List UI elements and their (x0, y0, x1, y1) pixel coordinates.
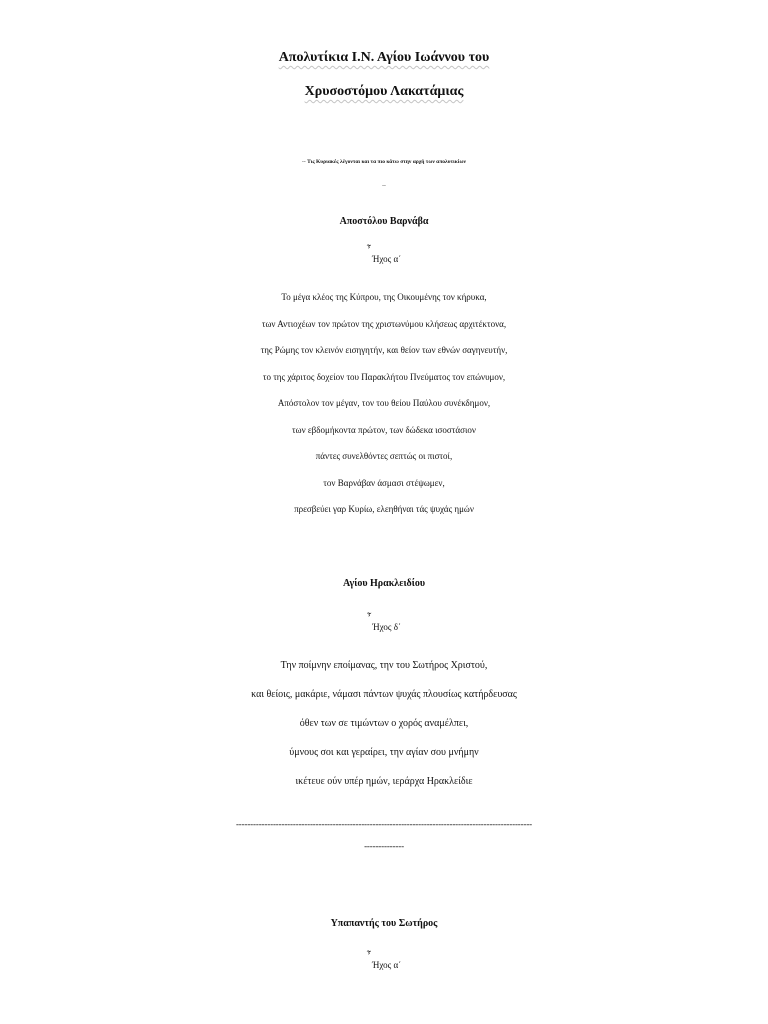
separator-line: -------------------------------------------------------------------------------------------------------- (235, 819, 533, 829)
tone-text: Ήχος α΄ (372, 254, 402, 264)
verse-line: Την ποίμνην εποίμανας, την του Σωτήρος Χριστού, (280, 660, 488, 671)
verse-line: ικέτευε ούν υπέρ ημών, ιεράρχα Ηρακλείδιε (295, 776, 473, 787)
breathing-mark: ῏ (366, 243, 372, 258)
section-heading-barnabas: Αποστόλου Βαρνάβα (339, 216, 429, 227)
section-heading-heracleidius: Αγίου Ηρακλειδίου (342, 578, 426, 589)
verse-line: όθεν των σε τιμώντων ο χορός αναμέλπει, (299, 718, 469, 729)
breathing-mark: ῏ (367, 611, 372, 626)
breathing-mark: ῏ (366, 949, 372, 964)
verse-line: των Αντιοχέων τον πρώτον της χριστωνύμου κλήσεως αρχιτέκτονα, (261, 318, 507, 329)
page-title (0, 43, 768, 73)
verse-line: τον Βαρνάβαν άσμασι στέψωμεν, (323, 477, 445, 488)
hymn-text-heracleidius (0, 651, 768, 796)
tone-text: Ήχος α΄ (372, 960, 402, 970)
tone-text: Ήχος δ΄ (372, 622, 401, 632)
verse-line: πρεσβεύει γαρ Κυρίω, ελεηθήναι τάς ψυχάς ημών (294, 504, 474, 514)
note-prefix: -- (302, 159, 308, 165)
verse-line: ύμνους σοι και γεραίρει, την αγίαν σου μνήμην (289, 747, 479, 758)
verse-line: Απόστολον τον μέγαν, τον του θείου Παύλου συνέκδημον, (277, 398, 491, 408)
page-title-continued (0, 77, 768, 107)
verse-line: της Ρώμης τον κλεινόν εισηγητήν, και θείον των εθνών σαγηνευτήν, (260, 345, 508, 355)
title-line-2: Χρυσοστόμου Λακατάμιας (304, 84, 464, 99)
section-heading-presentation: Υπαπαντής του Σωτήρος (330, 918, 438, 929)
verse-line: και θείοις, μακάριε, νάμασι πάντων ψυχάς πλουσίως κατήρδευσας (251, 689, 517, 700)
tone-label-barnabas (0, 243, 768, 271)
verse-line: πάντες συνελθόντες σεπτώς οι πιστοί, (315, 451, 453, 461)
note-text: Τις Κυριακές λέγονται και τα πιο κάτω στην αρχή των απολυτικίων (307, 159, 466, 165)
hymn-text-barnabas (0, 284, 768, 523)
separator-line-continued: -------------- (364, 841, 404, 851)
note-suffix: -- (382, 183, 386, 189)
title-line-1: Απολυτίκια Ι.Ν. Αγίου Ιωάννου του (278, 50, 490, 65)
tone-label-presentation (0, 949, 768, 977)
verse-line: των εβδομήκοντα πρώτον, των δώδεκα ισοστάσιον (292, 424, 476, 435)
tone-label-heracleidius (0, 611, 768, 639)
sunday-note (0, 152, 768, 172)
verse-line: Το μέγα κλέος της Κύπρου, της Οικουμένης τον κήρυκα, (281, 292, 487, 302)
verse-line: το της χάριτος δοχείον του Παρακλήτου Πνεύματος τον επώνυμον, (262, 371, 506, 382)
